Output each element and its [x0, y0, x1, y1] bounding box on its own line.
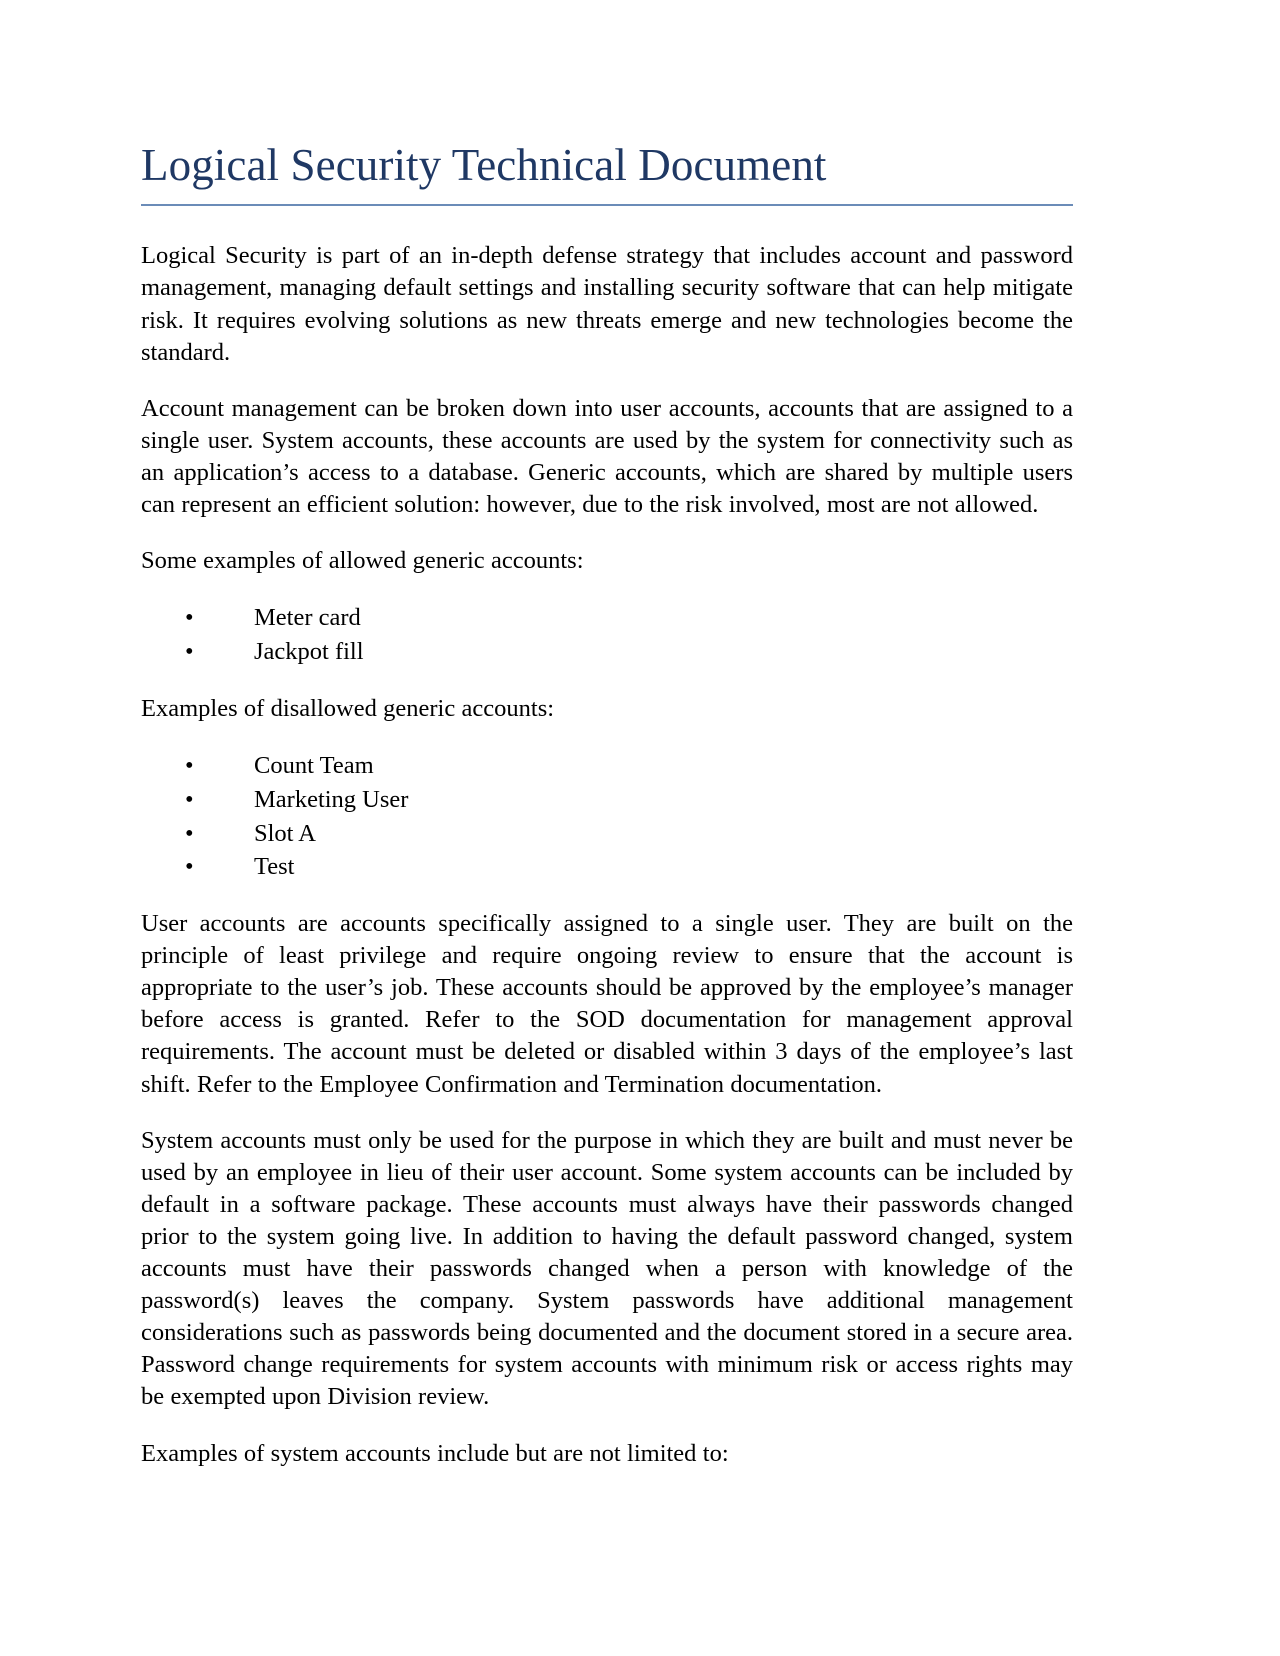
list-item-label: Meter card [254, 604, 361, 632]
list-item-label: Count Team [254, 751, 374, 779]
paragraph-intro: Logical Security is part of an in-depth defense strategy that includes account and password management, managing default settings and installing security software that can help mitigate risk. It requires evolving solutions as new threats emerge and new technologies become the standard. [141, 242, 1073, 366]
list-item [141, 601, 1072, 635]
list-disallowed-generic-accounts [141, 749, 1072, 884]
bullet-icon: • [185, 751, 194, 779]
paragraph-user-accounts: User accounts are accounts specifically assigned to a single user. They are built on the principle of least privilege and require ongoing review to ensure that the account is appropriate to the user’s job. These accounts should be approved by the employee’s manager before access is granted. Refer to the SOD documentation for management approval requirements. The account must be deleted or disabled within 3 days of the employee’s last shift. Refer to the Employee Confirmation and Termination documentation. [141, 910, 1073, 1098]
list-allowed-generic-accounts [141, 601, 1072, 669]
list-item [141, 817, 1072, 851]
list-item [141, 850, 1072, 884]
bullet-icon: • [185, 604, 194, 632]
list-item [141, 749, 1072, 783]
paragraph-system-accounts: System accounts must only be used for the purpose in which they are built and must never be used by an employee in lieu of their user account. Some system accounts can be included by default in a software package. These accounts must always have their passwords changed prior to the system going live. In addition to having the default password changed, system accounts must have their passwords changed when a person with knowledge of the password(s) leaves the company. System passwords have additional management considerations such as passwords being documented and the document stored in a secure area. Password change requirements for system accounts with minimum risk or access rights may be exempted upon Division review. [141, 1126, 1073, 1411]
page-title: Logical Security Technical Document [141, 140, 827, 190]
list-item-label: Marketing User [254, 785, 409, 813]
list-item-label: Slot A [254, 819, 316, 847]
paragraph-account-management: Account management can be broken down into user accounts, accounts that are assigned to a single user. System accounts, these accounts are used by the system for connectivity such as an application’s access to a database. Generic accounts, which are shared by multiple users can represent an efficient solution: however, due to the risk involved, most are not allowed. [141, 394, 1073, 519]
title-divider [141, 204, 1073, 206]
list-item [141, 635, 1072, 669]
paragraph-disallowed-intro: Examples of disallowed generic accounts: [141, 694, 555, 722]
paragraph-system-examples-intro: Examples of system accounts include but are not limited to: [141, 1439, 729, 1467]
list-item-label: Jackpot fill [254, 638, 364, 666]
bullet-icon: • [185, 853, 194, 881]
bullet-icon: • [185, 819, 194, 847]
bullet-icon: • [185, 638, 194, 666]
bullet-icon: • [185, 785, 194, 813]
list-item-label: Test [254, 853, 295, 881]
list-item [141, 783, 1072, 817]
paragraph-allowed-intro: Some examples of allowed generic accounts: [141, 547, 584, 575]
